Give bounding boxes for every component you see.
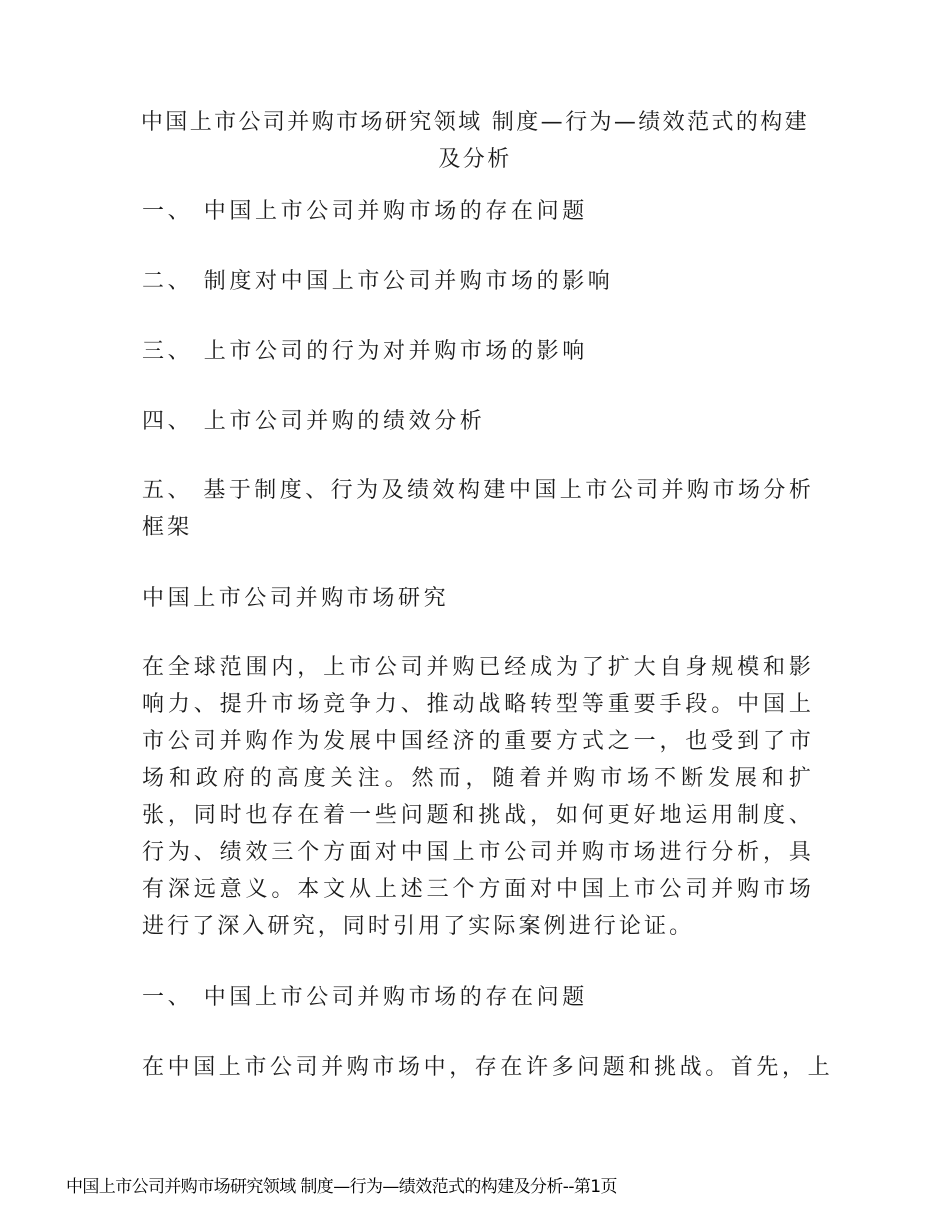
section-1-paragraph: 在中国上市公司并购市场中，存在许多问题和挑战。首先，上 (142, 1055, 834, 1080)
intro-paragraph: 在全球范围内，上市公司并购已经成为了扩大自身规模和影响力、提升市场竞争力、推动战略转型等重要手段。中国上市公司并购作为发展中国经济的重要方式之一，也受到了市场和政府的高度关注。然而，随着并购市场不断发展和扩张，同时也存在着一些问题和挑战，如何更好地运用制度、行为、绩效三个方面对中国上市公司并购市场进行分析，具有深远意义。本文从上述三个方面对中国上市公司并购市场进行了深入研究，同时引用了实际案例进行论证。 (142, 655, 814, 939)
toc-item-5: 五、 基于制度、行为及绩效构建中国上市公司并购市场分析框架 (142, 478, 814, 540)
toc-item-1: 一、 中国上市公司并购市场的存在问题 (142, 199, 588, 224)
toc-item-3: 三、 上市公司的行为对并购市场的影响 (142, 339, 588, 364)
page-footer: 中国上市公司并购市场研究领域 制度—行为—绩效范式的构建及分析--第1页 (66, 1177, 617, 1197)
section-subtitle: 中国上市公司并购市场研究 (142, 586, 450, 611)
section-1-heading: 一、 中国上市公司并购市场的存在问题 (142, 985, 588, 1010)
document-title: 中国上市公司并购市场研究领域 制度—行为—绩效范式的构建及分析 (140, 110, 810, 172)
toc-item-4: 四、 上市公司并购的绩效分析 (142, 409, 486, 434)
toc-item-2: 二、 制度对中国上市公司并购市场的影响 (142, 269, 614, 294)
